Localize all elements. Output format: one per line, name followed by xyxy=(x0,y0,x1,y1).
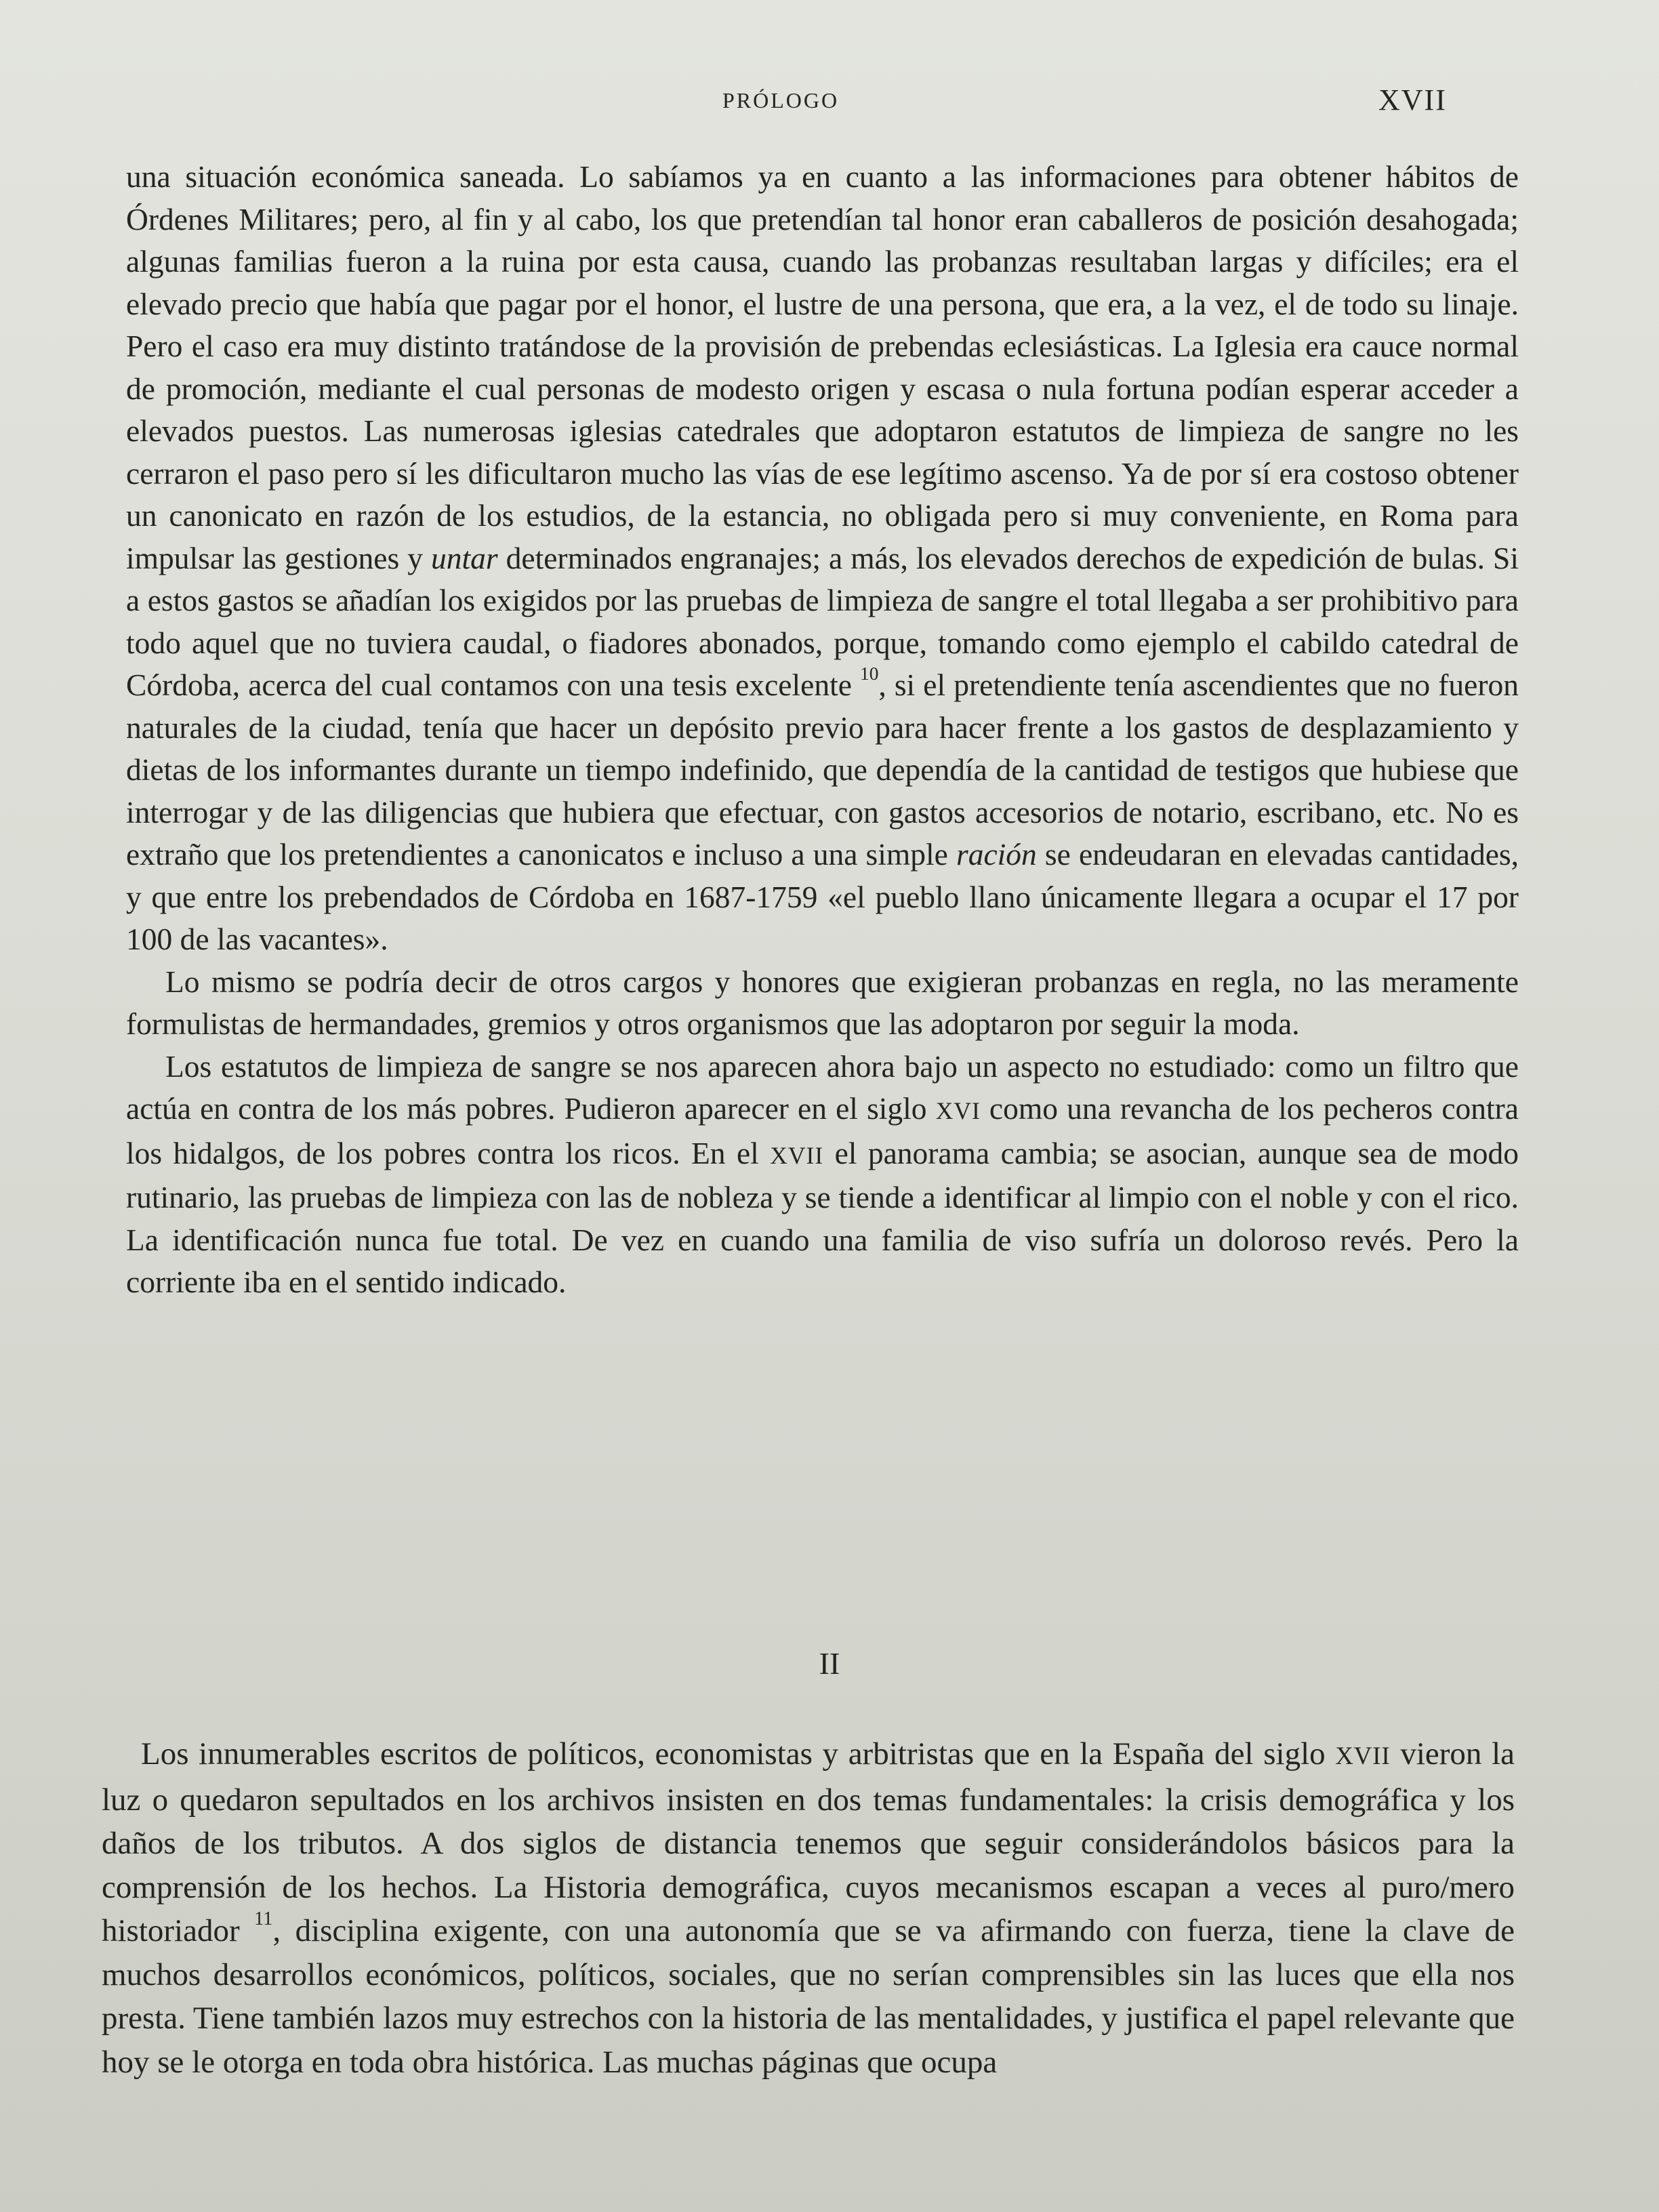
century-numeral: XVI xyxy=(935,1097,981,1124)
text-run: Los estatutos de limpieza de sangre se nos aparecen ahora bajo un aspecto no estudiado: como un filtro que actúa en contra de los más pobres. Pudieron aparecer en el siglo xyxy=(126,1048,1519,1126)
section-heading: II xyxy=(819,1646,840,1681)
footnote-reference: 10 xyxy=(860,663,879,684)
century-numeral: XVII xyxy=(770,1141,824,1169)
section-one-text xyxy=(126,156,1519,1304)
running-title: PRÓLOGO xyxy=(722,88,840,112)
paragraph xyxy=(126,1046,1519,1304)
text-run: como una revancha de los pecheros contra los hidalgos, de los pobres contra los ricos. En el xyxy=(126,1091,1519,1170)
text-run: determinados engranajes; a más, los elevados derechos de expedición de bulas. Si a estos gastos se añadían los exigidos por las pruebas de limpieza de sangre el total llegaba a ser prohibitivo para todo aquel que no tuviera caudal, o fiadores abonados, porque, tomando como ejemplo el cabildo catedral de Córdoba, acerca del cual contamos con una tesis excelente xyxy=(126,540,1519,702)
text-run: Los innumerables escritos de políticos, economistas y arbitristas que en la España del siglo xyxy=(141,1736,1336,1771)
text-run: , si el pretendiente tenía ascendientes que no fueron naturales de la ciudad, tenía que hacer un depósito previo para hacer frente a los gastos de desplazamiento y dietas de los informantes durante un tiempo indefinido, que dependía de la cantidad de testigos que hubiese que interrogar y de las diligencias que hubiera que efectuar, con gastos accesorios de notario, escribano, etc. No es extraño que los pretendientes a canonicatos e incluso a una simple xyxy=(126,668,1519,872)
paragraph: Lo mismo se podría decir de otros cargos y honores que exigieran probanzas en regla, no las meramente formulistas de hermandades, gremios y otros organismos que las adoptaron por seguir la moda. xyxy=(126,964,1519,1041)
century-numeral: XVII xyxy=(1335,1742,1391,1769)
text-run: una situación económica saneada. Lo sabíamos ya en cuanto a las informaciones para obtener hábitos de Órdenes Militares; pero, al fin y al cabo, los que pretendían tal honor eran caballeros de posición desahogada; algunas familias fueron a la ruina por esta causa, cuando las probanzas resultaban largas y difíciles; era el elevado precio que había que pagar por el honor, el lustre de una persona, que era, a la vez, el de todo su linaje. Pero el caso era muy distinto tratándose de la provisión de prebendas eclesiásticas. La Iglesia era cauce normal de promoción, mediante el cual personas de modesto origen y escasa o nula fortuna podían esperar acceder a elevados puestos. Las numerosas iglesias catedrales que adoptaron estatutos de limpieza de sangre no les cerraron el paso pero sí les dificultaron mucho las vías de ese legítimo ascenso. Ya de por sí era costoso obtener un canonicato en razón de los estudios, de la estancia, no obligada pero si muy conveniente, en Roma para impulsar las gestiones y xyxy=(126,159,1519,575)
footnote-reference: 11 xyxy=(254,1908,273,1930)
text-run: se endeudaran en elevadas cantidades, y que entre los prebendados de Córdoba en 1687-1759 «el pueblo llano únicamente llegara a ocupar el 17 por 100 de las vacantes». xyxy=(126,837,1519,956)
page-number: XVII xyxy=(1378,83,1447,117)
page-header xyxy=(0,83,1659,130)
italic-term: ración xyxy=(956,837,1037,872)
text-run: el panorama cambia; se asocian, aunque sea de modo rutinario, las pruebas de limpieza con las de nobleza y se tiende a identificar al limpio con el noble y con el rico. La identificación nunca fue total. De vez en cuando una familia de viso sufría un doloroso revés. Pero la corriente iba en el sentido indicado. xyxy=(126,1135,1519,1299)
italic-term: untar xyxy=(431,540,498,575)
text-run: , disciplina exigente, con una autonomía que se va afirmando con fuerza, tiene la clave de muchos desarrollos económicos, políticos, sociales, que no serían comprensibles sin las luces que ella nos presta. Tiene también lazos muy estrechos con la historia de las mentalidades, y justifica el papel relevante que hoy se le otorga en toda obra histórica. Las muchas páginas que ocupa xyxy=(102,1913,1515,2080)
paragraph-continued xyxy=(126,156,1519,961)
text-run: vieron la luz o quedaron sepultados en los archivos insisten en dos temas fundamentales: la crisis demográfica y los daños de los tributos. A dos siglos de distancia tenemos que seguir considerándolos básicos para la comprensión de los hechos. La Historia demográfica, cuyos mecanismos escapan a veces al puro/mero historiador xyxy=(102,1736,1515,1948)
paragraph xyxy=(102,1732,1515,2084)
section-two-text xyxy=(102,1732,1515,2084)
